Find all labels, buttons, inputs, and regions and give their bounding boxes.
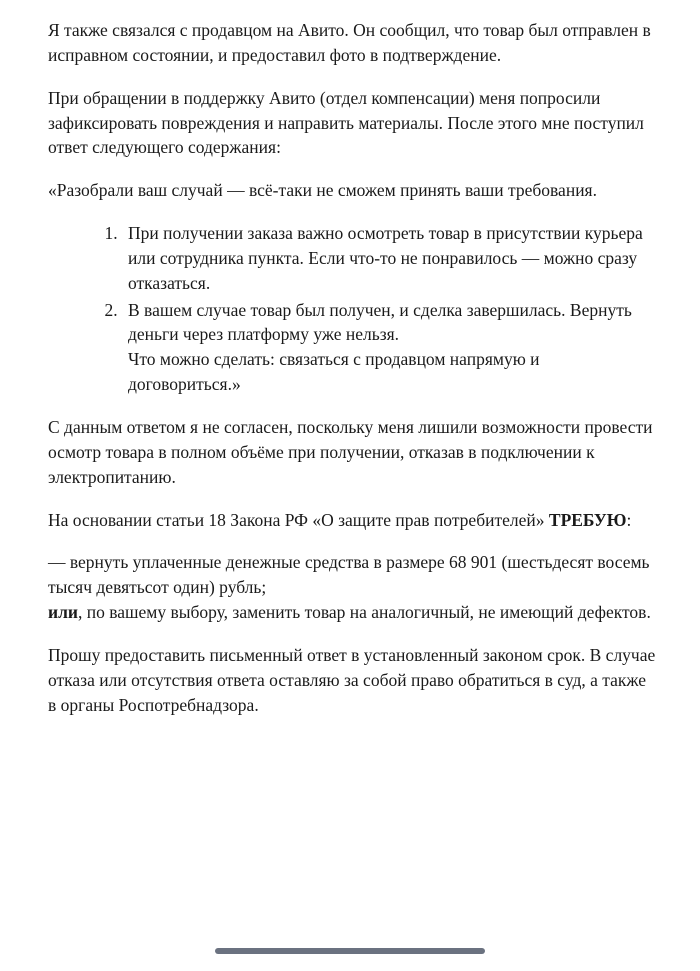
support-answer-list	[48, 221, 656, 397]
list-item-line-2: Что можно сделать: связаться с продавцом напрямую и договориться.»	[128, 349, 540, 395]
list-item-line-1: В вашем случае товар был получен, и сделка завершилась. Вернуть деньги через платформу уже нельзя.	[128, 299, 632, 345]
paragraph-seller-contact: Я также связался с продавцом на Авито. Он сообщил, что товар был отправлен в исправном состоянии, и предоставил фото в подтверждение.	[48, 20, 651, 65]
demand-refund-line: — вернуть уплаченные денежные средства в размере 68 901 (шестьдесят восемь тысяч девятьсот один) рубль;	[48, 552, 650, 598]
legal-basis-colon: :	[626, 509, 632, 530]
demand-replacement-line: , по вашему выбору, заменить товар на аналогичный, не имеющий дефектов.	[77, 602, 651, 623]
legal-basis-text: На основании статьи 18 Закона РФ «О защите прав потребителей»	[48, 509, 549, 530]
paragraph-closing: Прошу предоставить письменный ответ в установленный законом срок. В случае отказа или отсутствия ответа оставляю за собой право обратиться в суд, а также в органы Роспотребнадзора.	[48, 644, 656, 715]
list-item	[122, 298, 656, 397]
paragraph-demands	[48, 550, 656, 625]
list-item: 1. При получении заказа важно осмотреть товар в присутствии курьера или сотрудника пункта. Если что-то не понравилось — можно сразу отказаться.	[122, 221, 656, 296]
paragraph-disagreement: С данным ответом я не согласен, поскольку меня лишили возможности провести осмотр товара в полном объёме при получении, отказав в подключении к электропитанию.	[48, 416, 653, 487]
demand-keyword: ТРЕБУЮ	[548, 509, 627, 530]
home-indicator[interactable]	[215, 948, 485, 954]
demand-or-keyword: или	[48, 602, 78, 623]
paragraph-support-request: При обращении в поддержку Авито (отдел компенсации) меня попросили зафиксировать повреждения и направить материалы. После этого мне поступил ответ следующего содержания:	[48, 87, 644, 158]
paragraph-legal-basis	[48, 508, 656, 533]
paragraph-support-answer-intro: «Разобрали ваш случай — всё-таки не сможем принять ваши требования.	[48, 180, 597, 201]
